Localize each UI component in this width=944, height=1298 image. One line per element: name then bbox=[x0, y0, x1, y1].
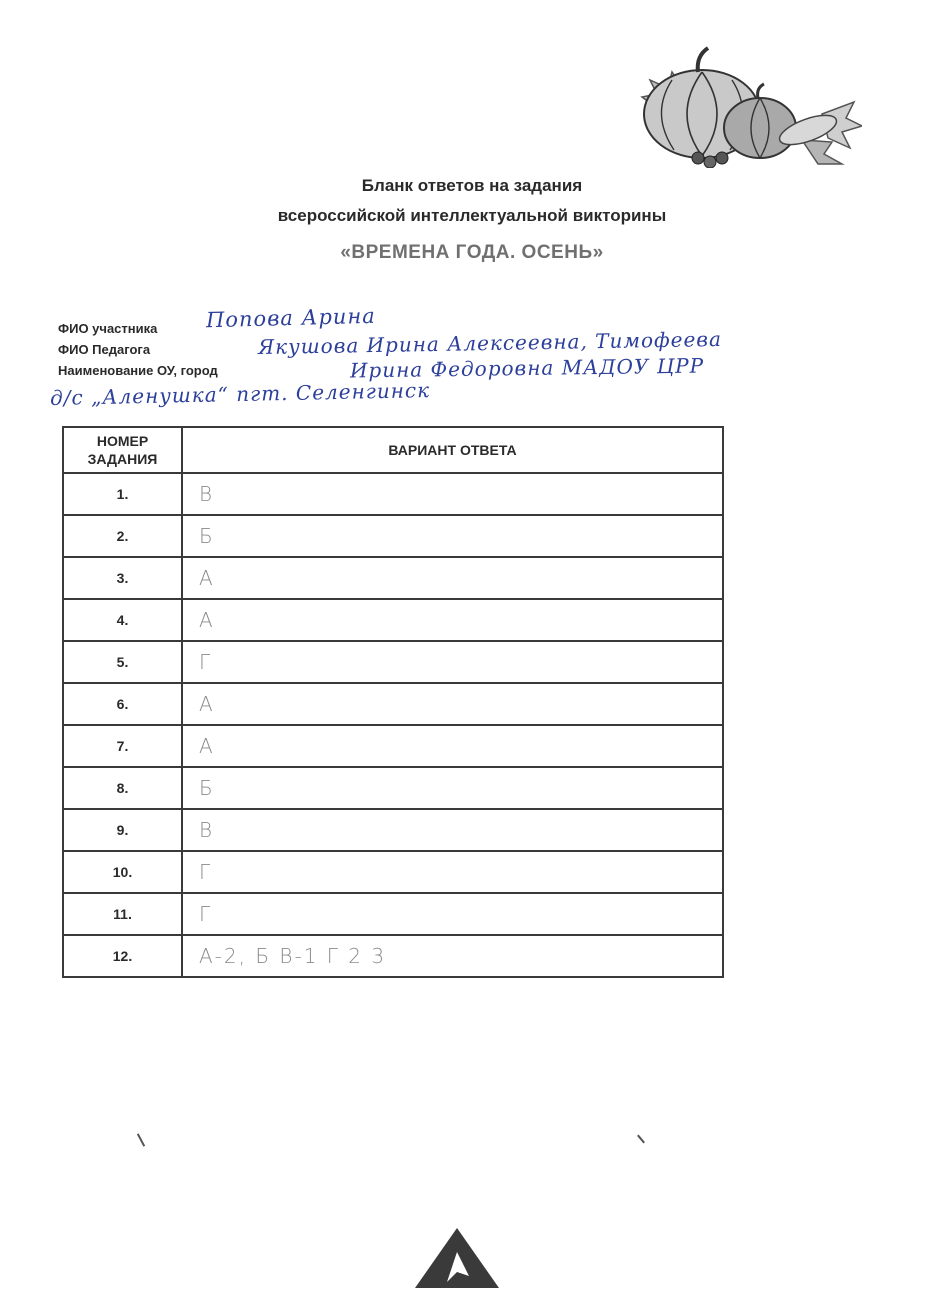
task-number: 11. bbox=[63, 893, 182, 935]
stray-mark bbox=[137, 1133, 145, 1146]
table-row bbox=[63, 641, 723, 683]
answer-value: Б bbox=[182, 515, 723, 557]
table-row bbox=[63, 767, 723, 809]
participant-name-handwritten: Попова Арина bbox=[205, 303, 377, 333]
teacher-label: ФИО Педагога bbox=[58, 342, 151, 357]
task-number: 2. bbox=[63, 515, 182, 557]
answer-value: Г bbox=[182, 893, 723, 935]
table-row bbox=[63, 935, 723, 977]
task-number: 4. bbox=[63, 599, 182, 641]
answer-value: А bbox=[182, 557, 723, 599]
table-row bbox=[63, 515, 723, 557]
form-subtitle: всероссийской интеллектуальной викторины bbox=[277, 206, 667, 225]
answer-value: Г bbox=[182, 641, 723, 683]
header-answer: ВАРИАНТ ОТВЕТА bbox=[182, 427, 723, 473]
answer-value: В bbox=[182, 809, 723, 851]
school-name-handwritten-line2: д/с „Аленушка“ пгт. Селенгинск bbox=[49, 378, 431, 410]
table-row bbox=[63, 725, 723, 767]
task-number: 8. bbox=[63, 767, 182, 809]
table-row bbox=[63, 473, 723, 515]
school-label: Наименование ОУ, город bbox=[58, 363, 218, 378]
task-number: 1. bbox=[63, 473, 182, 515]
task-number: 10. bbox=[63, 851, 182, 893]
form-title: Бланк ответов на задания bbox=[361, 176, 583, 195]
table-row bbox=[63, 557, 723, 599]
answer-table bbox=[62, 426, 724, 978]
table-row bbox=[63, 809, 723, 851]
stray-mark bbox=[637, 1135, 645, 1144]
answer-value: А bbox=[182, 725, 723, 767]
task-number: 3. bbox=[63, 557, 182, 599]
table-header-row bbox=[63, 427, 723, 473]
answer-value: В bbox=[182, 473, 723, 515]
answer-value: Г bbox=[182, 851, 723, 893]
answer-value: Б bbox=[182, 767, 723, 809]
table-row bbox=[63, 851, 723, 893]
table-row bbox=[63, 683, 723, 725]
table-row bbox=[63, 599, 723, 641]
answer-value: А bbox=[182, 683, 723, 725]
teacher-name-handwritten: Якушова Ирина Алексеевна, Тимофеева bbox=[257, 326, 723, 360]
answer-value: А-2, Б В-1 Г 2 3 bbox=[182, 935, 723, 977]
quiz-name: «ВРЕМЕНА ГОДА. ОСЕНЬ» bbox=[340, 242, 604, 263]
pumpkin-illustration bbox=[632, 42, 862, 168]
task-number: 7. bbox=[63, 725, 182, 767]
publisher-logo-icon bbox=[415, 1226, 499, 1288]
task-number: 5. bbox=[63, 641, 182, 683]
task-number: 12. bbox=[63, 935, 182, 977]
table-row bbox=[63, 893, 723, 935]
participant-label: ФИО участника bbox=[58, 321, 158, 336]
header-task-number: НОМЕР ЗАДАНИЯ bbox=[63, 427, 182, 473]
school-name-handwritten-line1: Ирина Федоровна МАДОУ ЦРР bbox=[349, 353, 705, 383]
task-number: 9. bbox=[63, 809, 182, 851]
answer-value: А bbox=[182, 599, 723, 641]
task-number: 6. bbox=[63, 683, 182, 725]
